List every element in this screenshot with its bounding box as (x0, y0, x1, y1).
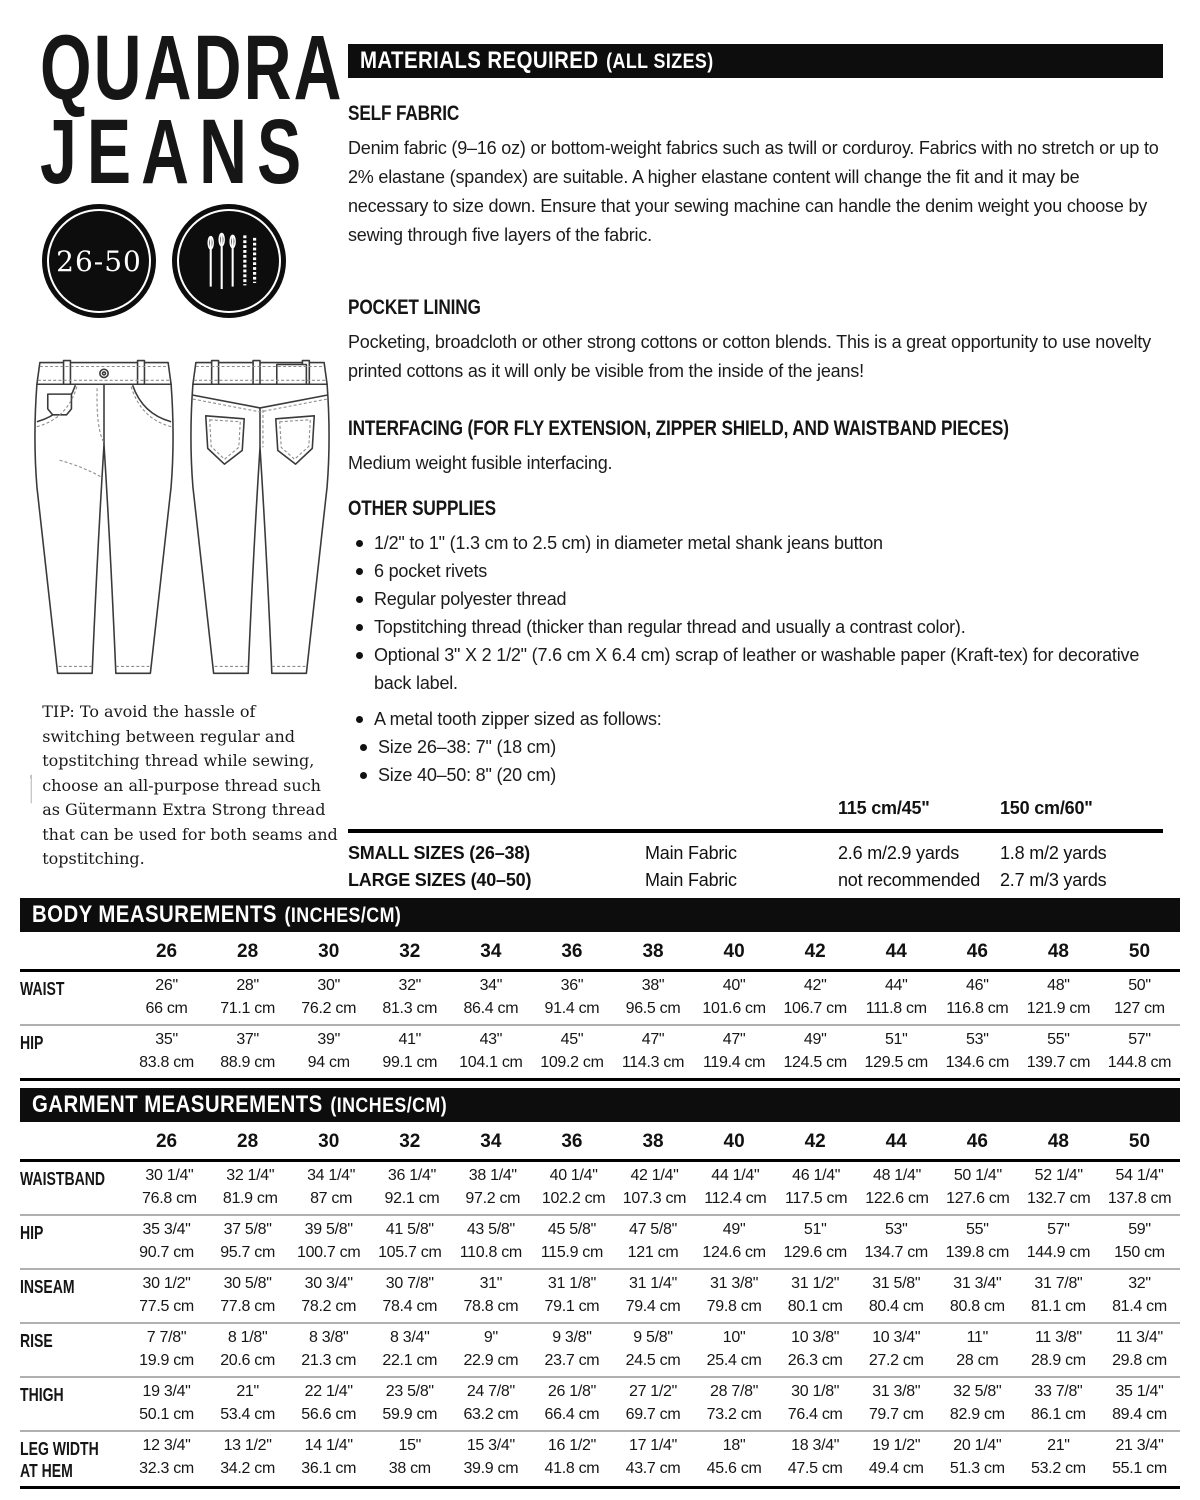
measurement-cell: 20 1/4" 51.3 cm (949, 1437, 1005, 1477)
size-header-cell: 40 (723, 941, 745, 962)
row-label-hip: HIP (20, 1033, 44, 1053)
size-range-badge (42, 204, 156, 318)
measurement-cell: 16 1/2" 41.8 cm (544, 1437, 600, 1477)
size-header-cell: 32 (399, 941, 421, 962)
measurement-cell: 34 1/4" 87 cm (307, 1167, 356, 1207)
fabric-table-header-spacer (348, 795, 645, 822)
measurement-cell: 44" 111.8 cm (865, 977, 927, 1017)
measurement-cell: 52 1/4" 132.7 cm (1026, 1167, 1091, 1207)
measurement-cell: 39" 94 cm (307, 1031, 350, 1071)
size-header-cell: 32 (399, 1131, 421, 1152)
measurement-cell: 22 1/4" 56.6 cm (301, 1383, 357, 1423)
measurement-cell: 27 1/2" 69.7 cm (625, 1383, 681, 1423)
needles-badge (172, 204, 286, 318)
measurement-cell: 49" 124.6 cm (702, 1221, 766, 1261)
tip-text: TIP: To avoid the hassle of switching between regular and topstitching thread while sewing, choose an all-purpose thread such as Gütermann Extra Strong thread that can be used for both seams and topstitching. (42, 702, 338, 868)
fabric-row-label: LARGE SIZES (40–50) (348, 870, 532, 890)
measurement-cell: 21" 53.4 cm (220, 1383, 276, 1423)
measurement-cell: 35 3/4" 90.7 cm (139, 1221, 194, 1261)
measurement-cell: 57" 144.9 cm (1026, 1221, 1091, 1261)
measurement-cell: 7 7/8" 19.9 cm (139, 1329, 194, 1369)
size-range-label: 26-50 (56, 244, 142, 278)
measurement-cell: 17 1/4" 43.7 cm (625, 1437, 681, 1477)
row-label-rise: RISE (20, 1331, 53, 1351)
measurement-cell: 14 1/4" 36.1 cm (301, 1437, 357, 1477)
measurement-cell: 51" 129.6 cm (783, 1221, 847, 1261)
size-header-cell: 48 (1047, 1131, 1069, 1152)
measurement-cell: 19 3/4" 50.1 cm (139, 1383, 194, 1423)
measurement-cell: 24 7/8" 63.2 cm (463, 1383, 519, 1423)
supply-item: Regular polyester thread (348, 585, 1163, 613)
measurement-cell: 11 3/8" 28.9 cm (1030, 1329, 1086, 1369)
measurement-cell: 9 3/8" 23.7 cm (544, 1329, 600, 1369)
jeans-back-illustration (186, 348, 334, 680)
supply-item: 6 pocket rivets (348, 557, 1163, 585)
zipper-item: A metal tooth zipper sized as follows: (348, 705, 1163, 733)
measurement-cell: 31 5/8" 80.4 cm (868, 1275, 924, 1315)
size-header-cell: 30 (318, 941, 340, 962)
jeans-illustrations (30, 348, 334, 680)
self-fabric-paragraph: Denim fabric (9–16 oz) or bottom-weight fabrics such as twill or corduroy. Fabrics with no stretch or up to 2% elastane (spandex) are suitable. A higher elastane content will change the fit and it may be necessary to size down. Ensure that your sewing machine can handle the denim weight you choose by sewing through five layers of the fabric. (348, 138, 1159, 245)
measurement-cell: 38" 96.5 cm (625, 977, 681, 1017)
measurement-cell: 47 5/8" 121 cm (627, 1221, 679, 1261)
zipper-size-item: Size 40–50: 8" (20 cm) (348, 761, 1163, 789)
measurement-cell: 12 3/4" 32.3 cm (139, 1437, 194, 1477)
zipper-sizes-list (348, 733, 1163, 789)
body-measurements-table (20, 898, 1180, 1081)
size-header-cell: 26 (155, 941, 178, 962)
size-header-cell: 48 (1047, 941, 1069, 962)
measurement-cell: 54 1/4" 137.8 cm (1107, 1167, 1172, 1207)
fabric-row-yardage-150: 1.8 m/2 yards (1000, 843, 1107, 863)
size-header-cell: 42 (804, 1131, 826, 1152)
garment-measurements-header-bar (20, 1088, 1180, 1122)
measurement-cell: 30 7/8" 78.4 cm (382, 1275, 438, 1315)
badges (42, 204, 286, 318)
interfacing-heading: INTERFACING (FOR FLY EXTENSION, ZIPPER SHIELD, AND WAISTBAND PIECES) (348, 417, 1009, 440)
measurement-cell: 59" 150 cm (1114, 1221, 1165, 1261)
measurement-cell: 10" 25.4 cm (706, 1329, 762, 1369)
measurement-cell: 48 1/4" 122.6 cm (865, 1167, 929, 1207)
measurement-cell: 55" 139.8 cm (945, 1221, 1010, 1261)
measurement-cell: 31" 78.8 cm (463, 1275, 519, 1315)
zipper-size-item: Size 26–38: 7" (18 cm) (348, 733, 1163, 761)
measurement-cell: 26" 66 cm (145, 977, 188, 1017)
measurement-cell: 31 3/8" 79.8 cm (706, 1275, 762, 1315)
measurement-cell: 34" 86.4 cm (463, 977, 519, 1017)
title-line-2: JEANS (40, 101, 312, 203)
needle-icon (30, 700, 32, 878)
measurement-cell: 9 5/8" 24.5 cm (625, 1329, 681, 1369)
measurement-cell: 57" 144.8 cm (1107, 1031, 1172, 1071)
row-label-hip: HIP (20, 1223, 44, 1243)
row-label-inseam: INSEAM (20, 1277, 75, 1297)
measurement-cell: 10 3/8" 26.3 cm (787, 1329, 843, 1369)
measurement-cell: 55" 139.7 cm (1026, 1031, 1091, 1071)
fabric-row-yardage-115: 2.6 m/2.9 yards (838, 843, 960, 863)
supply-item: Topstitching thread (thicker than regular thread and usually a contrast color). (348, 613, 1163, 641)
size-header-cell: 40 (723, 1131, 745, 1152)
measurement-cell: 31 1/2" 80.1 cm (787, 1275, 843, 1315)
size-header-cell: 26 (155, 1131, 178, 1152)
waistband-row (20, 1162, 1180, 1216)
measurement-cell: 31 1/4" 79.4 cm (625, 1275, 681, 1315)
waist-row (20, 972, 1180, 1026)
fabric-table-header-spacer (645, 795, 838, 822)
measurement-cell: 31 1/8" 79.1 cm (544, 1275, 600, 1315)
measurement-cell: 32 1/4" 81.9 cm (222, 1167, 278, 1207)
fabric-requirements-table (348, 795, 1163, 904)
row-label-waist: WAIST (20, 979, 65, 999)
measurement-cell: 19 1/2" 49.4 cm (868, 1437, 924, 1477)
measurement-cell: 8 1/8" 20.6 cm (220, 1329, 276, 1369)
measurement-cell: 43 5/8" 110.8 cm (459, 1221, 522, 1261)
measurement-cell: 36 1/4" 92.1 cm (384, 1167, 440, 1207)
fabric-width-header-115: 115 cm/45" (838, 798, 930, 818)
measurement-cell: 23 5/8" 59.9 cm (382, 1383, 438, 1423)
size-header-cell: 30 (318, 1131, 340, 1152)
zipper-list (348, 705, 1163, 733)
measurement-cell: 8 3/4" 22.1 cm (382, 1329, 438, 1369)
size-header-cell: 34 (480, 1131, 502, 1152)
fabric-row-yardage-150: 2.7 m/3 yards (1000, 870, 1107, 890)
measurement-cell: 32 5/8" 82.9 cm (949, 1383, 1005, 1423)
size-header-cell: 28 (237, 1131, 259, 1152)
garment-sizes-header-row (20, 1122, 1180, 1162)
fabric-table-row-large (348, 867, 1163, 894)
size-header-cell: 50 (1128, 941, 1151, 962)
size-header-cell: 46 (966, 1131, 988, 1152)
measurement-cell: 46" 116.8 cm (946, 977, 1009, 1017)
measurement-cell: 53" 134.7 cm (864, 1221, 928, 1261)
self-fabric-heading: SELF FABRIC (348, 102, 460, 125)
row-label-thigh: THIGH (20, 1385, 64, 1405)
measurement-cell: 31 3/4" 80.8 cm (949, 1275, 1005, 1315)
measurement-cell: 47" 119.4 cm (702, 1031, 766, 1071)
measurement-cell: 21 3/4" 55.1 cm (1112, 1437, 1167, 1477)
measurement-cell: 49" 124.5 cm (783, 1031, 847, 1071)
row-label-waistband: WAISTBAND (20, 1169, 106, 1189)
title-line-1: QUADRA (40, 17, 344, 119)
body-measurements-header-text: BODY MEASUREMENTS (32, 901, 277, 928)
measurement-cell: 53" 134.6 cm (945, 1031, 1010, 1071)
measurement-cell: 10 3/4" 27.2 cm (868, 1329, 924, 1369)
measurement-cell: 47" 114.3 cm (621, 1031, 685, 1071)
measurement-cell: 38 1/4" 97.2 cm (465, 1167, 521, 1207)
measurement-cell: 35" 83.8 cm (139, 1031, 194, 1071)
measurement-cell: 50 1/4" 127.6 cm (946, 1167, 1010, 1207)
fabric-row-label: SMALL SIZES (26–38) (348, 843, 530, 863)
sizes-row-spacer (20, 932, 126, 935)
measurement-cell: 9" 22.9 cm (463, 1329, 519, 1369)
needles-icon (190, 222, 268, 300)
measurement-cell: 45" 109.2 cm (540, 1031, 604, 1071)
materials-header-bar (348, 44, 1163, 78)
measurement-cell: 30 3/4" 78.2 cm (301, 1275, 357, 1315)
inseam-row (20, 1270, 1180, 1324)
size-header-cell: 44 (885, 1131, 907, 1152)
measurement-cell: 30 1/2" 77.5 cm (139, 1275, 194, 1315)
fabric-table-header-row (348, 795, 1163, 829)
measurement-cell: 30 1/8" 76.4 cm (787, 1383, 843, 1423)
thigh-row (20, 1378, 1180, 1432)
measurement-cell: 43" 104.1 cm (459, 1031, 523, 1071)
measurement-cell: 41 5/8" 105.7 cm (378, 1221, 442, 1261)
fabric-row-yardage-115: not recommended (838, 870, 981, 890)
size-header-cell: 50 (1128, 1131, 1151, 1152)
other-supplies-heading: OTHER SUPPLIES (348, 497, 496, 520)
body-measurements-header-bar (20, 898, 1180, 932)
measurement-cell: 11 3/4" 29.8 cm (1112, 1329, 1167, 1369)
size-header-cell: 36 (561, 1131, 583, 1152)
hip-row (20, 1026, 1180, 1081)
garment-hip-row (20, 1216, 1180, 1270)
measurement-cell: 37" 88.9 cm (220, 1031, 276, 1071)
measurement-cell: 39 5/8" 100.7 cm (296, 1221, 361, 1261)
measurement-cell: 42 1/4" 107.3 cm (622, 1167, 687, 1207)
fabric-width-header-150: 150 cm/60" (1000, 798, 1093, 818)
size-header-cell: 34 (480, 941, 502, 962)
garment-measurements-header-text: GARMENT MEASUREMENTS (32, 1091, 323, 1118)
measurement-cell: 28 7/8" 73.2 cm (706, 1383, 762, 1423)
fabric-table-body (348, 829, 1163, 904)
sizes-row-spacer (20, 1122, 126, 1125)
rise-row (20, 1324, 1180, 1378)
measurement-cell: 36" 91.4 cm (544, 977, 600, 1017)
measurement-cell: 30" 76.2 cm (301, 977, 357, 1017)
measurement-cell: 8 3/8" 21.3 cm (301, 1329, 357, 1369)
materials-header-text: MATERIALS REQUIRED (360, 47, 599, 74)
measurement-cell: 32" 81.3 cm (382, 977, 438, 1017)
garment-measurements-table (20, 1088, 1180, 1489)
measurement-cell: 18" 45.6 cm (706, 1437, 762, 1477)
measurement-cell: 18 3/4" 47.5 cm (787, 1437, 843, 1477)
size-header-cell: 28 (237, 941, 259, 962)
fabric-table-row-small (348, 840, 1163, 867)
measurement-cell: 33 7/8" 86.1 cm (1030, 1383, 1086, 1423)
measurement-cell: 40" 101.6 cm (702, 977, 766, 1017)
measurement-cell: 51" 129.5 cm (864, 1031, 928, 1071)
leg-width-row (20, 1432, 1180, 1489)
row-label-leg-width: LEG WIDTH AT HEM (20, 1439, 99, 1481)
fabric-row-item: Main Fabric (645, 870, 737, 890)
size-header-cell: 44 (885, 941, 907, 962)
measurement-cell: 31 7/8" 81.1 cm (1030, 1275, 1086, 1315)
measurement-cell: 11" 28 cm (956, 1329, 999, 1369)
measurement-cell: 40 1/4" 102.2 cm (541, 1167, 606, 1207)
size-header-cell: 38 (642, 941, 664, 962)
jeans-front-illustration (30, 348, 178, 680)
measurement-cell: 21" 53.2 cm (1030, 1437, 1086, 1477)
garment-measurements-header-paren: (INCHES/CM) (330, 1094, 448, 1117)
supply-item: Optional 3" X 2 1/2" (7.6 cm X 6.4 cm) scrap of leather or washable paper (Kraft-tex) for decorative back label. (348, 641, 1163, 697)
size-header-cell: 42 (804, 941, 826, 962)
measurement-cell: 32" 81.4 cm (1112, 1275, 1167, 1315)
pocket-lining-heading: POCKET LINING (348, 296, 481, 319)
measurement-cell: 15 3/4" 39.9 cm (463, 1437, 519, 1477)
interfacing-paragraph: Medium weight fusible interfacing. (348, 453, 613, 473)
body-sizes-header-row (20, 932, 1180, 972)
measurement-cell: 31 3/8" 79.7 cm (868, 1383, 924, 1423)
measurement-cell: 41" 99.1 cm (382, 1031, 438, 1071)
measurement-cell: 45 5/8" 115.9 cm (540, 1221, 604, 1261)
body-measurements-header-paren: (INCHES/CM) (284, 904, 402, 927)
measurement-cell: 15" 38 cm (388, 1437, 431, 1477)
size-header-cell: 46 (966, 941, 988, 962)
measurement-cell: 44 1/4" 112.4 cm (704, 1167, 767, 1207)
measurement-cell: 28" 71.1 cm (220, 977, 276, 1017)
pocket-lining-paragraph: Pocketing, broadcloth or other strong cottons or cotton blends. This is a great opportunity to use novelty printed cottons as it will only be visible from the inside of the jeans! (348, 332, 1151, 381)
measurement-cell: 50" 127 cm (1114, 977, 1165, 1017)
measurement-cell: 35 1/4" 89.4 cm (1112, 1383, 1167, 1423)
measurement-cell: 46 1/4" 117.5 cm (785, 1167, 848, 1207)
measurement-cell: 30 5/8" 77.8 cm (220, 1275, 276, 1315)
measurement-cell: 48" 121.9 cm (1026, 977, 1091, 1017)
size-header-cell: 36 (561, 941, 583, 962)
measurement-cell: 42" 106.7 cm (783, 977, 847, 1017)
supplies-list (348, 529, 1163, 697)
measurement-cell: 30 1/4" 76.8 cm (142, 1167, 197, 1207)
supply-item: 1/2" to 1" (1.3 cm to 2.5 cm) in diameter metal shank jeans button (348, 529, 1163, 557)
materials-column (348, 44, 1163, 904)
materials-header-paren: (ALL SIZES) (606, 50, 714, 73)
measurement-cell: 37 5/8" 95.7 cm (220, 1221, 276, 1261)
size-header-cell: 38 (642, 1131, 664, 1152)
measurement-cell: 13 1/2" 34.2 cm (220, 1437, 276, 1477)
tip-note (30, 700, 338, 878)
measurement-cell: 26 1/8" 66.4 cm (544, 1383, 600, 1423)
fabric-row-item: Main Fabric (645, 843, 737, 863)
